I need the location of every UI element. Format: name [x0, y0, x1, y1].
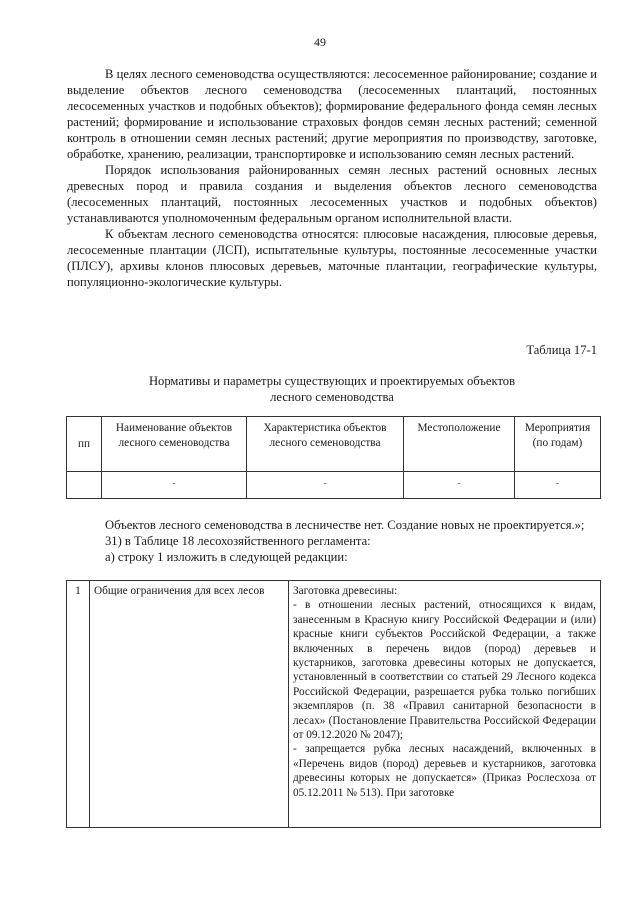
- content-item: - в отношении лесных растений, относящихся к видам, занесенным в Красную книгу Российской Федерации и (или) красные книги субъектов Российской Федерации, а также включенных в перечень видов (пород) деревьев и кустарников, заготовка древесины которых не допускается, установленный в соответствии со статьей 29 Лесного кодекса Российской Федерации, разрешается рубка только погибших экземпляров (п. 38 «Правил санитарной безопасности в лесах» (Постановление Правительства Российской Федерации от 09.12.2020 № 2047);: [293, 599, 596, 742]
- paragraph-item-a: а) строку 1 изложить в следующей редакции:: [105, 550, 348, 564]
- header-location: Местоположение: [404, 417, 515, 472]
- cell-name: -: [102, 472, 247, 499]
- cell-pp: [67, 472, 102, 499]
- after-text: [67, 517, 597, 565]
- norm-table: [66, 416, 601, 499]
- paragraph-no-objects: Объектов лесного семеноводства в лесничестве нет. Создание новых не проектируется.»;: [105, 518, 585, 532]
- row-number: 1: [67, 581, 90, 828]
- cell-characteristics: -: [247, 472, 404, 499]
- table-label: Таблица 17-1: [526, 343, 597, 357]
- table-row: [67, 581, 601, 828]
- paragraph-seed-procedure: Порядок использования районированных семян лесных растений основных лесных древесных пород и правила создания и выделения объектов лесного семеноводства (лесосеменных плантаций, постоянных лесосеменных участков и подобных объектов) устанавливаются уполномоченным федеральным органом исполнительной власти.: [67, 163, 597, 225]
- norm-table-header-row: [67, 417, 601, 472]
- restriction-name: Общие ограничения для всех лесов: [90, 581, 289, 828]
- page-number: 49: [314, 35, 326, 49]
- restriction-content: [289, 581, 601, 828]
- table-title: [67, 373, 597, 405]
- header-characteristics: Характеристика объектов лесного семеноводства: [247, 417, 404, 472]
- content-title: Заготовка древесины:: [293, 585, 398, 597]
- table-title-line-2: лесного семеноводства: [270, 390, 394, 404]
- header-name: Наименование объектов лесного семеноводства: [102, 417, 247, 472]
- header-pp: пп: [67, 417, 102, 472]
- paragraph-item-31: 31) в Таблице 18 лесохозяйственного регламента:: [105, 534, 371, 548]
- intro-text: [67, 66, 597, 290]
- cell-activities: -: [515, 472, 601, 499]
- paragraph-seed-objects: К объектам лесного семеноводства относятся: плюсовые насаждения, плюсовые деревья, лесосеменные плантации (ЛСП), испытательные культуры, постоянные лесосеменные участки (ПЛСУ), архивы клонов плюсовых деревьев, маточные плантации, географические культуры, популяционно-экологические культуры.: [67, 227, 597, 289]
- table-title-line-1: Нормативы и параметры существующих и проектируемых объектов: [148, 374, 516, 388]
- content-item: - запрещается рубка лесных насаждений, включенных в «Перечень видов (пород) деревьев и кустарников, заготовка древесины которых не допускается» (Приказ Рослесхоза от 05.12.2011 № 513). При заготовке: [293, 743, 596, 799]
- table-row: [67, 472, 601, 499]
- paragraph-seed-activities: В целях лесного семеноводства осуществляются: лесосеменное районирование; создание и выделение объектов лесного семеноводства (лесосеменных плантаций, постоянных лесосеменных участков и подобных объектов); формирование федерального фонда семян лесных растений; формирование и использование страховых фондов семян лесных растений; семенной контроль в отношении семян лесных растений; другие мероприятия по производству, заготовке, обработке, хранению, реализации, транспортировке и использованию семян лесных растений.: [67, 67, 597, 161]
- regulation-table: [66, 580, 601, 828]
- cell-location: -: [404, 472, 515, 499]
- header-activities: Мероприятия (по годам): [515, 417, 601, 472]
